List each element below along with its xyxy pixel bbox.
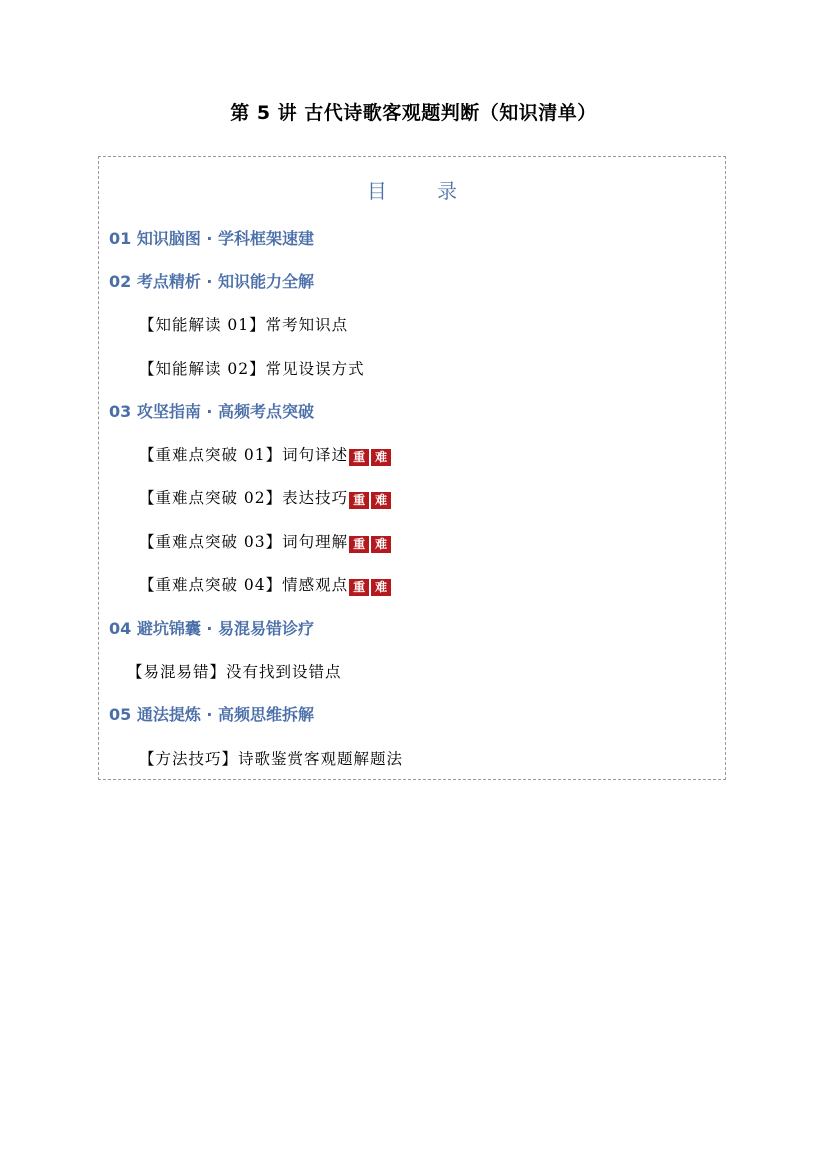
difficulty-badge (349, 573, 393, 599)
toc-entry-label: 【重难点突破 04】情感观点 (139, 576, 349, 594)
toc-entry-breakthrough-02[interactable] (139, 485, 393, 512)
badge-char-nan: 难 (371, 579, 391, 596)
toc-entry-breakthrough-01[interactable] (139, 442, 393, 469)
badge-char-zhong: 重 (349, 449, 369, 466)
toc-entry-pitfalls[interactable]: 【易混易错】没有找到设错点 (127, 663, 342, 681)
toc-entry-label: 【重难点突破 01】词句译述 (139, 446, 349, 464)
badge-char-nan: 难 (371, 449, 391, 466)
toc-entry-breakthrough-04[interactable] (139, 572, 393, 599)
toc-heading: 目 录 (366, 179, 480, 203)
badge-char-nan: 难 (371, 492, 391, 509)
toc-entry-knowledge-01[interactable]: 【知能解读 01】常考知识点 (139, 316, 349, 334)
toc-entry-knowledge-02[interactable]: 【知能解读 02】常见设误方式 (139, 360, 365, 378)
difficulty-badge (349, 486, 393, 512)
page-title: 第 5 讲 古代诗歌客观题判断（知识清单） (230, 102, 597, 124)
toc-entry-label: 【重难点突破 02】表达技巧 (139, 489, 349, 507)
toc-section-01[interactable]: 01 知识脑图 · 学科框架速建 (109, 229, 315, 248)
badge-char-zhong: 重 (349, 492, 369, 509)
toc-section-02[interactable]: 02 考点精析 · 知识能力全解 (109, 272, 315, 291)
badge-char-zhong: 重 (349, 579, 369, 596)
toc-section-03[interactable]: 03 攻坚指南 · 高频考点突破 (109, 402, 315, 421)
toc-entry-label: 【重难点突破 03】词句理解 (139, 533, 349, 551)
difficulty-badge (349, 443, 393, 469)
toc-entry-methods[interactable]: 【方法技巧】诗歌鉴赏客观题解题法 (139, 750, 404, 768)
toc-entry-breakthrough-03[interactable] (139, 529, 393, 556)
badge-char-zhong: 重 (349, 536, 369, 553)
difficulty-badge (349, 530, 393, 556)
badge-char-nan: 难 (371, 536, 391, 553)
table-of-contents (98, 156, 726, 780)
toc-section-05[interactable]: 05 通法提炼 · 高频思维拆解 (109, 705, 315, 724)
toc-section-04[interactable]: 04 避坑锦囊 · 易混易错诊疗 (109, 619, 315, 638)
